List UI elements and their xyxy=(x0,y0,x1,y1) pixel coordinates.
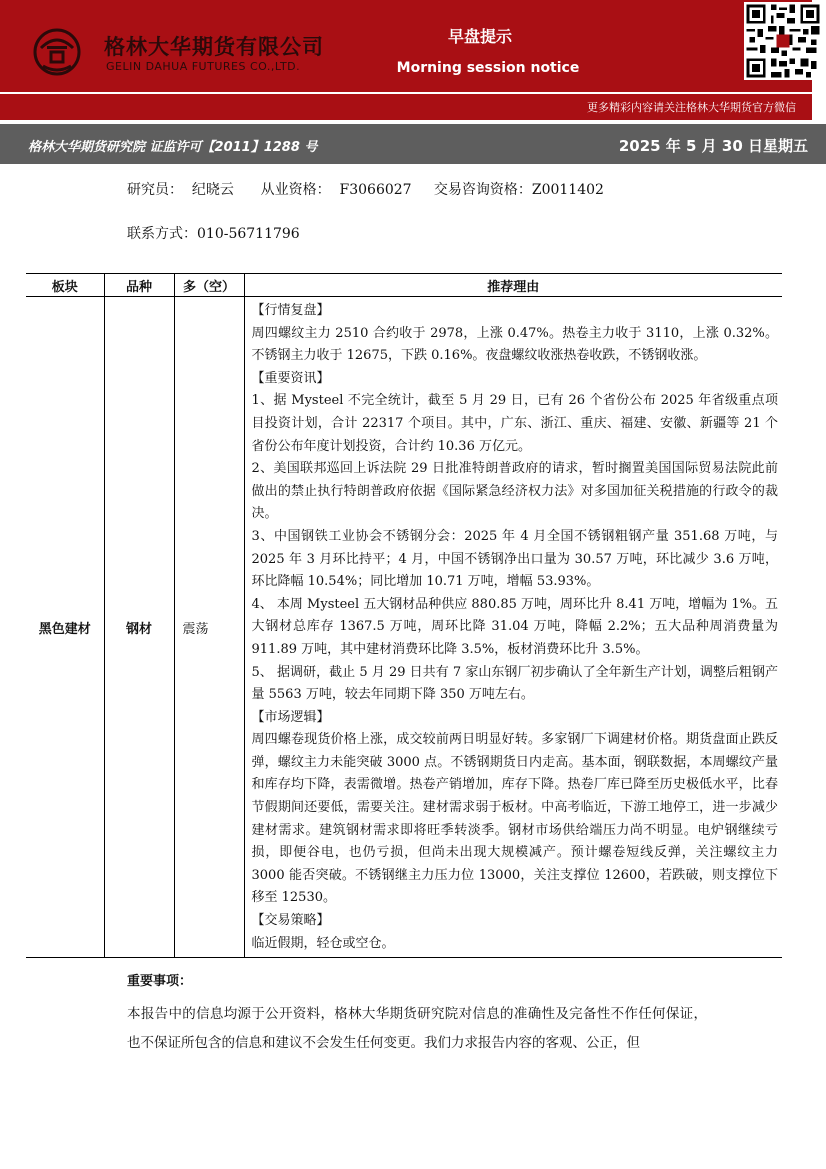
contact-label: 联系方式： xyxy=(127,226,197,242)
news-item-4: 4、 本周 Mysteel 五大钢材品种供应 880.85 万吨，周环比升 8.41 万吨，增幅为 1%。五大钢材总库存 1367.5 万吨，周环比降 31.04 万吨，降幅 2.2%；五大品种周消费量为 911.89 万吨，其中建材消费环比降 3.5%，板材消费环比升 3.5%。 xyxy=(251,596,778,657)
section-heading-strategy: 【交易策略】 xyxy=(251,913,330,929)
notice-paragraph: 本报告中的信息均源于公开资料，格林大华期货研究院对信息的准确性及完备性不作任何保证，也不保证所包含的信息和建议不会发生任何变更。我们力求报告内容的客观、公正，但 xyxy=(127,1006,707,1051)
researcher-line xyxy=(127,179,604,199)
review-paragraph: 周四螺纹主力 2510 合约收于 2978，上涨 0.47%。热卷主力收于 3110，上涨 0.32%。不锈钢主力收于 12675，下跌 0.16%。夜盘螺纹收涨热卷收跌，不锈钢收涨。 xyxy=(251,325,778,364)
company-logo-icon xyxy=(33,28,81,76)
report-title-en: Morning session notice xyxy=(396,60,580,76)
institute-license: 格林大华期货研究院 证监许可【2011】1288 号 xyxy=(28,140,318,155)
qualification-label: 从业资格： xyxy=(260,182,331,198)
news-item-3: 3、中国钢铁工业协会不锈钢分会：2025 年 4 月全国不锈钢粗钢产量 351.68 万吨，与 2025 年 3 月环比持平；4 月，中国不锈钢净出口量为 30.57 万吨，环比减少 3.6 万吨，环比降幅 10.54%；同比增加 10.71 万吨，增幅 53.93%。 xyxy=(251,528,778,590)
notice-text xyxy=(127,1000,707,1058)
variety-cell: 钢材 xyxy=(104,297,174,958)
header-direction: 多（空） xyxy=(174,274,244,297)
logic-paragraph: 周四螺卷现货价格上涨，成交较前两日明显好转。多家钢厂下调建材价格。期货盘面止跌反弹，螺纹主力未能突破 3000 点。不锈钢期货日内走高。基本面，钢联数据，本周螺纹产量和库存均下降，表需微增。热卷产销增加，库存下降。热卷厂库已降至历史极低水平，比春节假期间还要低，需要关注。建材需求弱于板材。中高考临近，下游工地停工，进一步减少建材需求。建筑钢材需求即将旺季转淡季。钢材市场供给端压力尚不明显。电炉钢继续亏损，即便谷电，也仍亏损，但尚未出现大规模减产。预计螺卷短线反弹，关注螺纹主力 3000 能否突破。不锈钢继主力压力位 13000，关注支撑位 12600，若跌破，则支撑位下移至 12530。 xyxy=(251,732,778,906)
header-banner xyxy=(0,0,812,92)
section-heading-logic: 【市场逻辑】 xyxy=(251,709,330,725)
report-date: 2025 年 5 月 30 日星期五 xyxy=(618,137,808,155)
reason-cell xyxy=(244,297,782,958)
table-header-row xyxy=(26,274,782,297)
wechat-qr-code-icon xyxy=(744,2,822,80)
section-heading-news: 【重要资讯】 xyxy=(251,370,330,386)
news-item-2: 2、美国联邦巡回上诉法院 29 日批准特朗普政府的请求，暂时搁置美国国际贸易法院此前做出的禁止执行特朗普政府依据《国际紧急经济权力法》对多国加征关税措施的行政令的裁决。 xyxy=(251,461,778,522)
wechat-note-bar xyxy=(0,92,812,120)
contact-phone: 010-56711796 xyxy=(197,226,300,242)
wechat-note: 更多精彩内容请关注格林大华期货官方微信 xyxy=(587,101,796,114)
qualification-number: F3066027 xyxy=(339,182,412,198)
trading-consult-label: 交易咨询资格： xyxy=(433,182,532,198)
report-title-cn: 早盘提示 xyxy=(447,27,512,46)
company-name-cn: 格林大华期货有限公司 xyxy=(104,35,324,59)
recommendation-table xyxy=(26,273,782,958)
researcher-label: 研究员： xyxy=(127,182,183,198)
news-item-1: 1、据 Mysteel 不完全统计，截至 5 月 29 日，已有 26 个省份公布 2025 年省级重点项目投资计划，合计 22317 个项目。其中，广东、浙江、重庆、福建、安徽、新疆等 21 个省份公布年度计划投资，合计约 10.36 万亿元。 xyxy=(251,393,778,454)
news-item-5: 5、 据调研，截止 5 月 29 日共有 7 家山东钢厂初步确认了全年新生产计划，调整后粗钢产量 5563 万吨，较去年同期下降 350 万吨左右。 xyxy=(251,664,778,703)
researcher-name: 纪晓云 xyxy=(191,182,234,198)
header-variety: 品种 xyxy=(104,274,174,297)
company-name-en: GELIN DAHUA FUTURES CO.,LTD. xyxy=(106,60,301,73)
info-bar xyxy=(0,124,826,164)
section-heading-review: 【行情复盘】 xyxy=(251,303,330,318)
header-reason: 推荐理由 xyxy=(244,274,782,297)
sector-cell: 黑色建材 xyxy=(26,297,104,958)
contact-line xyxy=(127,223,300,243)
table-row xyxy=(26,297,782,958)
direction-cell: 震荡 xyxy=(174,297,244,958)
trading-consult-number: Z0011402 xyxy=(531,182,604,198)
notice-title: 重要事项： xyxy=(127,974,193,989)
header-sector: 板块 xyxy=(26,274,104,297)
strategy-paragraph: 临近假期，轻仓或空仓。 xyxy=(251,935,395,951)
